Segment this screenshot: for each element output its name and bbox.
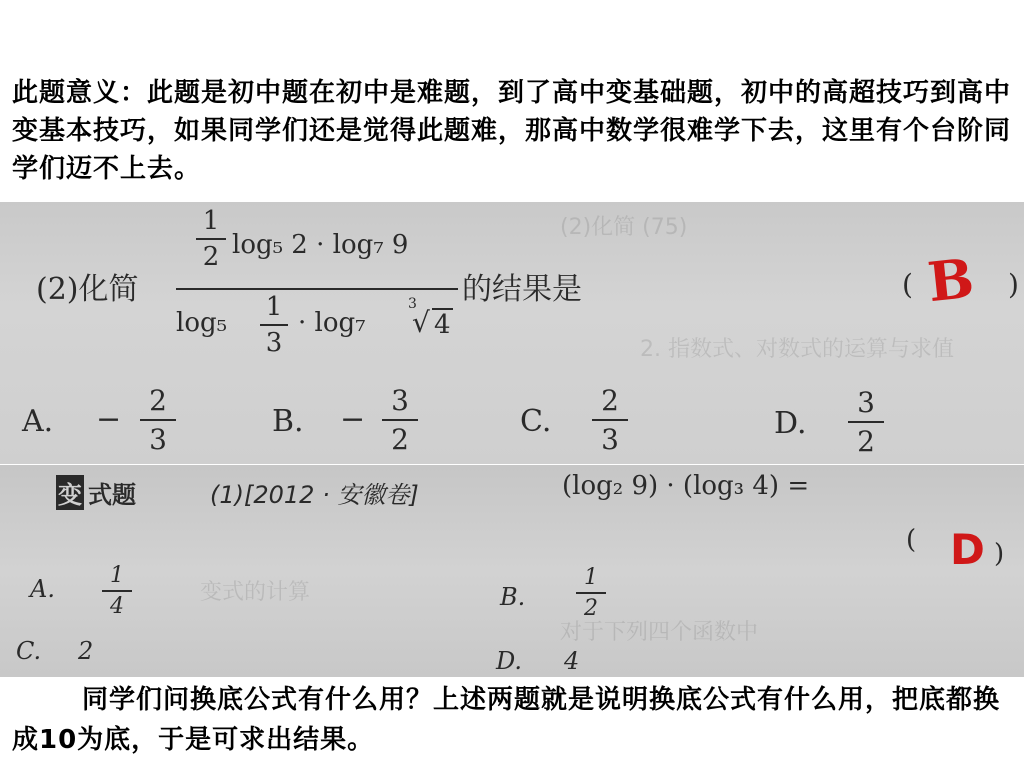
- numerator-logs: log₅ 2 · log₇ 9: [232, 230, 409, 260]
- option-b-fraction: [576, 565, 606, 621]
- denominator-log7: · log₇: [298, 308, 366, 338]
- option-b-label: B.: [500, 583, 526, 611]
- radicand: 4: [434, 310, 451, 340]
- denominator-num: 1: [265, 292, 283, 322]
- fraction-bar: [382, 419, 418, 421]
- option-d-den: 2: [857, 425, 875, 458]
- coef-num: 1: [202, 206, 220, 236]
- conclusion-paragraph: 同学们问换底公式有什么用？上述两题就是说明换底公式有什么用，把底都换成10为底，于是可求出结果。: [12, 685, 1001, 755]
- option-c-value: 2: [78, 637, 94, 665]
- option-c-label: C.: [16, 637, 42, 665]
- coef-den: 2: [202, 242, 220, 272]
- option-a-fraction: [140, 384, 176, 456]
- denominator-log5: log₅: [176, 308, 228, 338]
- variant-title: 式题: [88, 481, 136, 509]
- option-b-num: 1: [584, 565, 598, 590]
- option-a-label: A.: [30, 575, 55, 603]
- radical-sign: √: [412, 306, 430, 339]
- problem-photo-2: [0, 465, 1024, 677]
- variant-expression: (log₂ 9) · (log₃ 4) =: [562, 471, 810, 501]
- big-fraction: [176, 204, 458, 360]
- fraction-bar: [196, 238, 226, 240]
- fraction-bar: [592, 419, 628, 421]
- denominator-den: 3: [265, 328, 283, 358]
- answer-paren-open: (: [902, 268, 913, 301]
- coef-fraction: [196, 206, 226, 272]
- option-d-label: D.: [496, 647, 523, 675]
- option-c-label: C.: [520, 404, 552, 439]
- options-row: [22, 384, 1022, 460]
- option-d-value: 4: [564, 647, 580, 675]
- root-index: 3: [408, 296, 417, 312]
- problem-suffix: 的结果是: [462, 272, 582, 307]
- option-a-sign: −: [96, 402, 122, 437]
- option-d-num: 3: [857, 386, 875, 419]
- answer-paren-close: ): [994, 539, 1005, 569]
- intro-paragraph: 此题意义：此题是初中题在初中是难题，到了高中变基础题，初中的高超技巧到高中变基本技巧，如果同学们还是觉得此题难，那高中数学很难学下去，这里有个台阶同学们迈不上去。: [12, 78, 1012, 184]
- option-b-sign: −: [340, 402, 366, 437]
- fraction-bar: [576, 592, 606, 594]
- option-a-fraction: [102, 563, 132, 619]
- answer-paren-close: ): [1008, 268, 1019, 301]
- fraction-bar: [102, 590, 132, 592]
- option-a-label: A.: [22, 404, 54, 439]
- option-b-label: B.: [272, 404, 304, 439]
- option-d-label: D.: [774, 406, 807, 441]
- option-b-den: 2: [391, 423, 409, 456]
- option-b-den: 2: [584, 596, 598, 621]
- handwritten-answer-mark: B: [924, 245, 977, 315]
- variant-source: (1)[2012 · 安徽卷]: [210, 481, 419, 509]
- option-b-fraction: [382, 384, 418, 456]
- problem-prefix: (2)化简: [36, 272, 139, 307]
- option-d-fraction: [848, 386, 884, 458]
- option-a-den: 3: [149, 423, 167, 456]
- fraction-bar: [848, 421, 884, 423]
- faint-background-text: (2)化简 (75): [560, 215, 688, 240]
- handwritten-answer-mark: D: [950, 525, 985, 574]
- fraction-bar: [260, 324, 288, 326]
- option-c-fraction: [592, 384, 628, 456]
- problem-photo-1: [0, 202, 1024, 464]
- answer-paren-open: (: [906, 525, 917, 555]
- option-b-num: 3: [391, 384, 409, 417]
- faint-background-text: 变式的计算: [200, 580, 311, 605]
- faint-background-text: 2. 指数式、对数式的运算与求值: [640, 337, 954, 362]
- denominator-fraction: [260, 292, 288, 358]
- option-a-num: 2: [149, 384, 167, 417]
- fraction-bar: [140, 419, 176, 421]
- faint-background-text: 对于下列四个函数中: [560, 620, 759, 645]
- option-c-num: 2: [601, 384, 619, 417]
- option-a-den: 4: [110, 594, 124, 619]
- variant-badge: 变: [56, 475, 84, 510]
- option-a-num: 1: [110, 563, 124, 588]
- option-c-den: 3: [601, 423, 619, 456]
- main-fraction-bar: [176, 288, 458, 290]
